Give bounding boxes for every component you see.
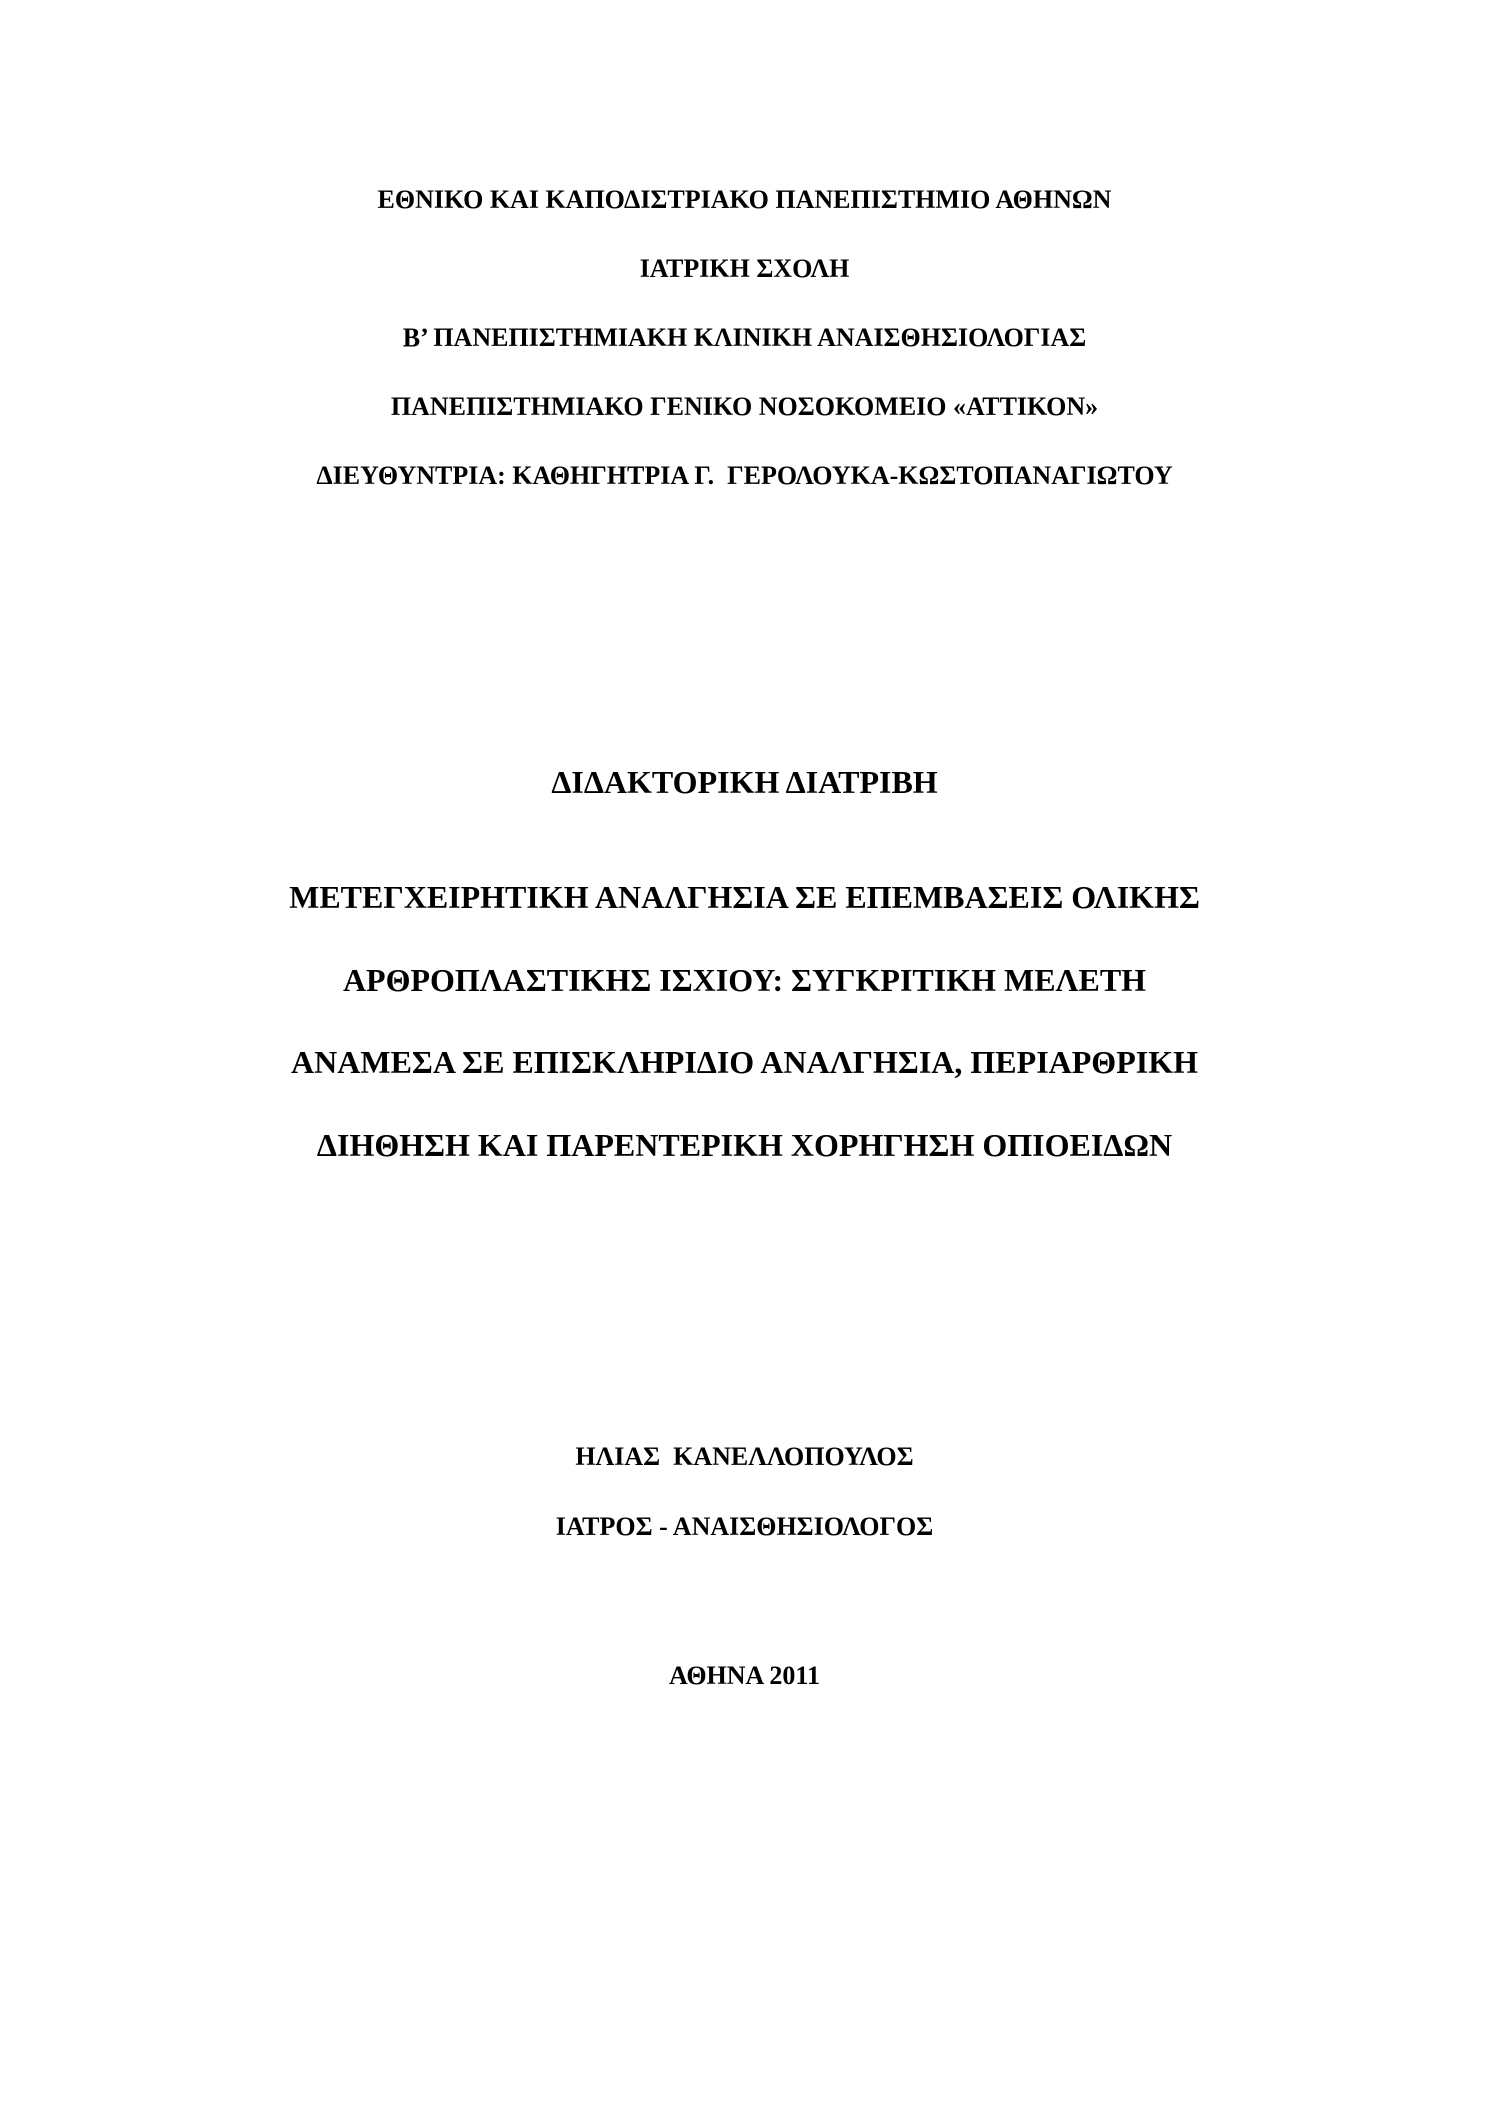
director-line: ΔΙΕΥΘΥΝΤΡΙΑ: ΚΑΘΗΓΗΤΡΙΑ Γ. ΓΕΡΟΛΟΥΚΑ-ΚΩΣΤΟΠΑΝΑΓΙΩΤΟΥ (316, 461, 1173, 490)
thesis-title-line: ΑΝΑΜΕΣΑ ΣΕ ΕΠΙΣΚΛΗΡΙΔΙΟ ΑΝΑΛΓΗΣΙΑ, ΠΕΡΙΑΡΘΡΙΚΗ (291, 1044, 1198, 1080)
author-name: ΗΛΙΑΣ ΚΑΝΕΛΛΟΠΟΥΛΟΣ (575, 1442, 914, 1471)
thesis-title-line: ΔΙΗΘΗΣΗ ΚΑΙ ΠΑΡΕΝΤΕΡΙΚΗ ΧΟΡΗΓΗΣΗ ΟΠΙΟΕΙΔΩΝ (316, 1127, 1173, 1163)
thesis-title-line: ΜΕΤΕΓΧΕΙΡΗΤΙΚΗ ΑΝΑΛΓΗΣΙΑ ΣΕ ΕΠΕΜΒΑΣΕΙΣ ΟΛΙΚΗΣ (289, 879, 1200, 915)
school-name: ΙΑΤΡΙΚΗ ΣΧΟΛΗ (639, 254, 850, 283)
university-name: ΕΘΝΙΚΟ ΚΑΙ ΚΑΠΟΔΙΣΤΡΙΑΚΟ ΠΑΝΕΠΙΣΤΗΜΙΟ ΑΘΗΝΩΝ (377, 185, 1112, 214)
document-type: ΔΙΔΑΚΤΟΡΙΚΗ ΔΙΑΤΡΙΒΗ (551, 764, 938, 800)
place-date: ΑΘΗΝΑ 2011 (669, 1661, 820, 1690)
author-role: ΙΑΤΡΟΣ - ΑΝΑΙΣΘΗΣΙΟΛΟΓΟΣ (555, 1512, 934, 1541)
clinic-name: Β’ ΠΑΝΕΠΙΣΤΗΜΙΑΚΗ ΚΛΙΝΙΚΗ ΑΝΑΙΣΘΗΣΙΟΛΟΓΙΑΣ (402, 323, 1087, 352)
hospital-name: ΠΑΝΕΠΙΣΤΗΜΙΑΚΟ ΓΕΝΙΚΟ ΝΟΣΟΚΟΜΕΙΟ «ΑΤΤΙΚΟΝ» (390, 392, 1099, 421)
thesis-title-line: ΑΡΘΡΟΠΛΑΣΤΙΚΗΣ ΙΣΧΙΟΥ: ΣΥΓΚΡΙΤΙΚΗ ΜΕΛΕΤΗ (342, 962, 1147, 998)
